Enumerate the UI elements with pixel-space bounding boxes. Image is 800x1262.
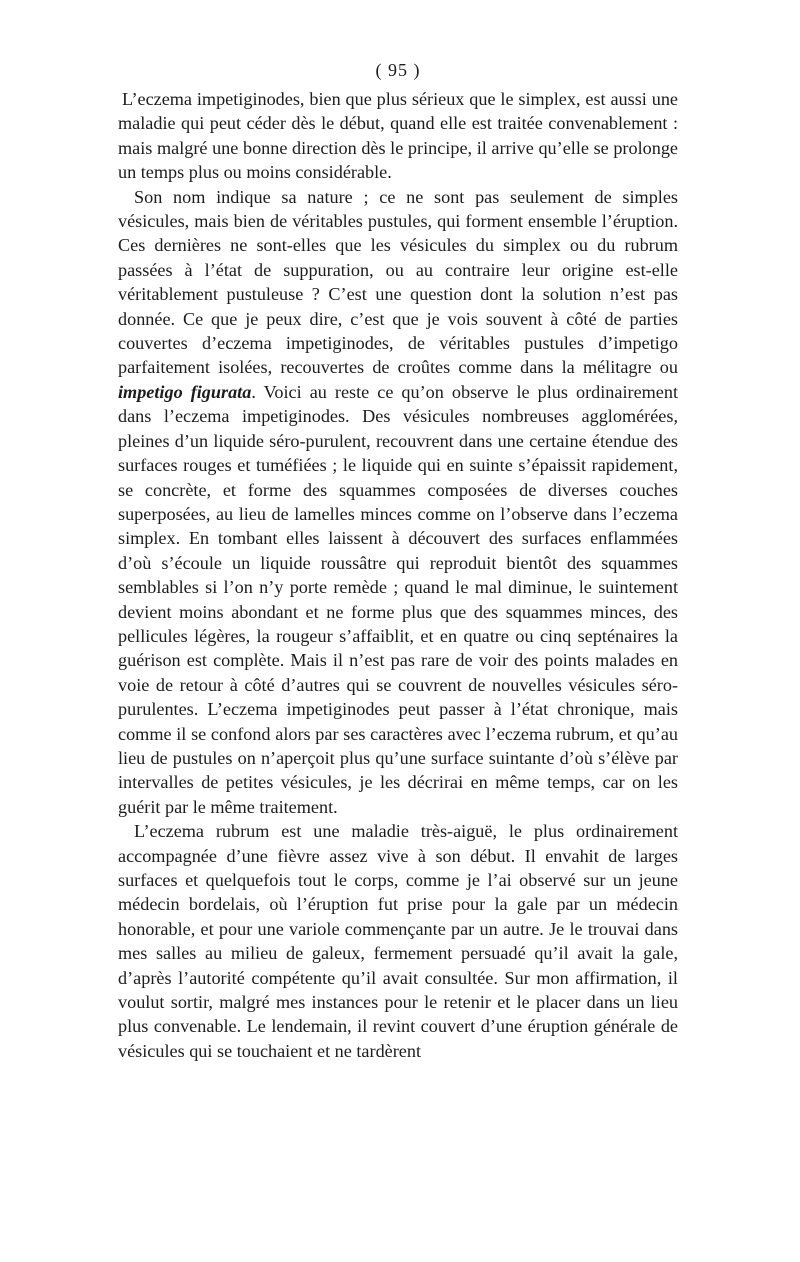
paragraph-text: Son nom indique sa nature ; ce ne sont pas seulement de simples vésicules, mais bien de véritables pustules, qui forment ensemble l’éruption. Ces dernières ne sont-elles que les vésicules du simplex ou du rubrum passées à l’état de suppuration, ou au contraire leur origine est-elle véritablement pustuleuse ? C’est une question dont la solution n’est pas donnée. Ce que je peux dire, c’est que je vois souvent à côté de parties couvertes d’eczema impetiginodes, de véritables pustules d’impetigo parfaitement isolées, recouvertes de croûtes comme dans la mélitagre ou [118,186,678,378]
paragraph-text: L’eczema impetiginodes, bien que plus sérieux que le simplex, est aussi une maladie qui peut céder dès le début, quand elle est traitée convenablement : mais malgré une bonne direction dès le principe, il arrive qu’elle se prolonge un temps plus ou moins considérable. [118,89,678,183]
paragraph-rubrum [118,819,678,1063]
paragraph-text: . Voici au reste ce qu’on observe le plus ordinairement dans l’eczema impetiginodes. Des vésicules nombreuses agglomérées, pleines d’un liquide séro-purulent, recouvrent dans une certaine étendue des surfaces rouges et tuméfiées ; le liquide qui en suinte s’épaissit rapidement, se concrète, et forme des squammes composées de diverses couches superposées, au lieu de lamelles minces comme on l’observe dans l’eczema simplex. En tombant elles laissent à découvert des surfaces enflammées d’où s’écoule un liquide roussâtre qui reproduit bientôt des squammes semblables si l’on n’y porte remède ; quand le mal diminue, le suintement devient moins abondant et ne forme plus que des squammes minces, des pellicules légères, la rougeur s’affaiblit, et en quatre ou cinq septénaires la guérison est complète. Mais il n’est pas rare de voir des points malades en voie de retour à côté d’autres qui se couvrent de nouvelles vésicules séro-purulentes. L’eczema impetiginodes peut passer à l’état chronique, mais comme il se confond alors par ses caractères avec l’eczema rubrum, et qu’au lieu de pustules on n’aperçoit plus qu’une surface suintante d’où s’élève par intervalles de petites vésicules, je les décrirai en même temps, car on les guérit par le même traitement. [118,381,679,817]
paragraph-impetiginodes-intro [118,87,678,185]
paragraph-text: L’eczema rubrum est une maladie très-aiguë, le plus ordinairement accompagnée d’une fièvre assez vive à son début. Il envahit de larges surfaces et quelquefois tout le corps, comme je l’ai observé sur un jeune médecin bordelais, où l’éruption fut prise pour la gale par un médecin honorable, et pour une variole commençante par un autre. Je le trouvai dans mes salles au milieu de galeux, fermement persuadé qu’il avait la gale, d’après l’autorité compétente qu’il avait consultée. Sur mon affirmation, il voulut sortir, malgré mes instances pour le retenir et le placer dans un lieu plus convenable. Le lendemain, il revint couvert d’une éruption générale de vésicules qui se touchaient et ne tardèrent [118,821,678,1061]
italic-term: impetigo figurata [118,381,252,402]
page-number: ( 95 ) [375,60,421,80]
paragraph-impetiginodes-description [118,185,678,820]
book-page [118,58,678,1063]
